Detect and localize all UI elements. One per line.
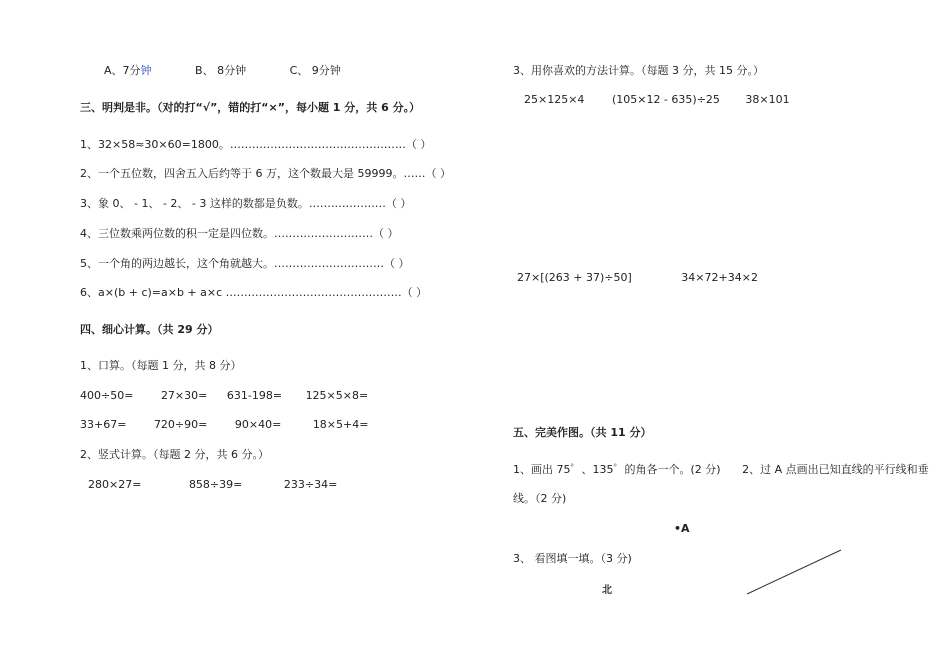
oral-item: 631-198= xyxy=(226,389,283,402)
judge-item-5: 5、一个角的两边越长，这个角就越大。…………………………（ ） xyxy=(80,257,410,270)
vertical-item: 280×27= xyxy=(88,478,142,491)
drawing-q2: 2、过 A 点画出已知直线的平行线和垂 xyxy=(742,463,929,476)
vertical-item: 233÷34= xyxy=(283,478,338,491)
method-calc-title: 3、用你喜欢的方法计算。（每题 3 分，共 15 分。） xyxy=(513,64,764,77)
oral-item: 400÷50= xyxy=(80,389,134,402)
point-a-label: •A xyxy=(674,522,690,535)
oral-item: 27×30= xyxy=(160,389,208,402)
method-item: 27×[(263 + 37)÷50] xyxy=(517,271,632,284)
given-straight-line xyxy=(747,550,841,594)
drawing-q1: 1、画出 75゜、135゜的角各一个。(2 分) xyxy=(513,463,721,476)
judge-item-2: 2、一个五位数，四舍五入后约等于 6 万，这个数最大是 59999。……（ ） xyxy=(80,167,451,180)
judge-item-6: 6、a×(b + c)=a×b + a×c …………………………………………（ ） xyxy=(80,286,428,299)
oral-item: 125×5×8= xyxy=(305,389,369,402)
judge-item-3: 3、象 0、 - 1、 - 2、 - 3 这样的数都是负数。…………………（ ） xyxy=(80,197,412,210)
method-item: 34×72+34×2 xyxy=(681,271,758,284)
section-4-title: 四、细心计算。（共 29 分） xyxy=(80,323,219,336)
drawing-q3: 3、 看图填一填。（3 分) xyxy=(513,552,632,565)
oral-item: 720÷90= xyxy=(153,418,208,431)
section-3-title: 三、明判是非。（对的打“√”，错的打“×”，每小题 1 分，共 6 分。） xyxy=(80,101,421,114)
judge-item-1: 1、32×58≈30×60=1800。…………………………………………（ ） xyxy=(80,138,432,151)
choice-b: B、 8分钟 xyxy=(195,64,247,77)
choice-c: C、 9分钟 xyxy=(289,64,341,77)
drawing-q2-cont: 线。（2 分) xyxy=(513,492,567,505)
method-item: 25×125×4 xyxy=(524,93,585,106)
vertical-item: 858÷39= xyxy=(188,478,243,491)
oral-item: 33+67= xyxy=(80,418,127,431)
vertical-calc-title: 2、竖式计算。（每题 2 分，共 6 分。） xyxy=(80,448,269,461)
oral-item: 18×5+4= xyxy=(312,418,369,431)
choice-a-link[interactable]: 钟 xyxy=(140,64,152,77)
judge-item-4: 4、三位数乘两位数的积一定是四位数。………………………（ ） xyxy=(80,227,399,240)
choice-a: A、7分 xyxy=(104,64,141,77)
north-label: 北 xyxy=(602,585,612,596)
oral-calc-title: 1、口算。（每题 1 分，共 8 分） xyxy=(80,359,242,372)
oral-item: 90×40= xyxy=(234,418,282,431)
method-item: 38×101 xyxy=(745,93,790,106)
method-item: (105×12 - 635)÷25 xyxy=(611,93,720,106)
section-5-title: 五、完美作图。（共 11 分） xyxy=(513,426,652,439)
